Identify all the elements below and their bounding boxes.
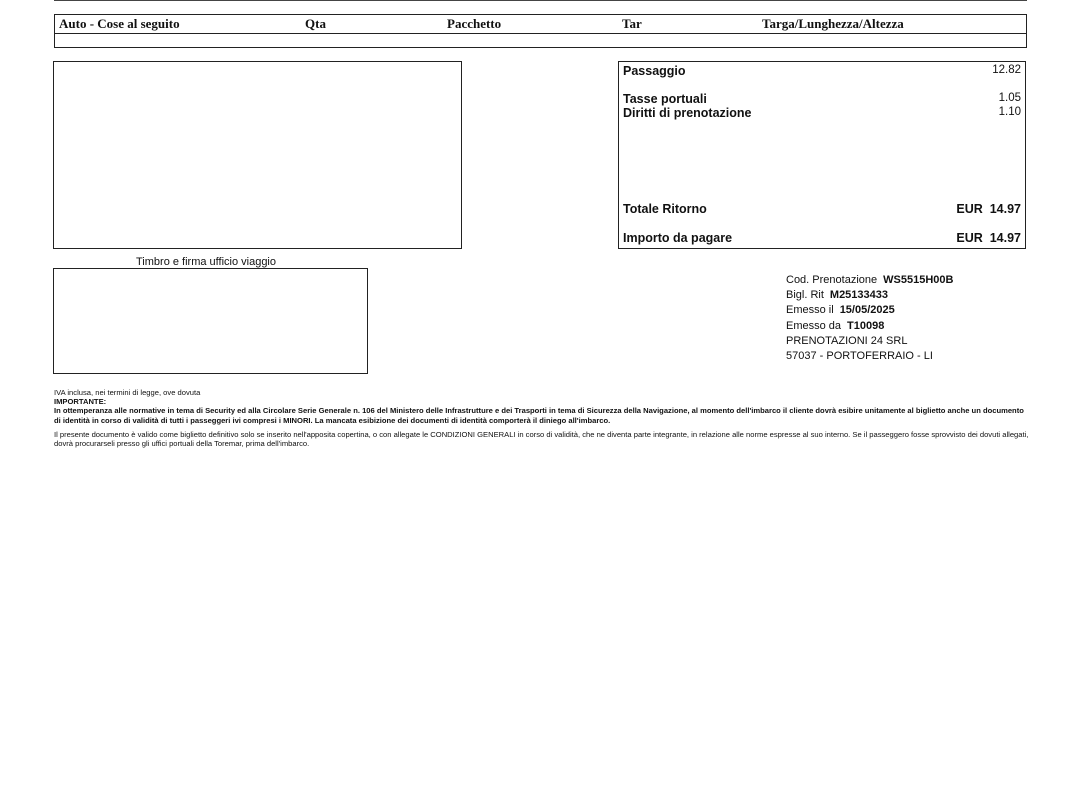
column-fare: Tar	[622, 16, 642, 31]
port-tax-row	[623, 92, 1021, 106]
booking-fee-row	[623, 106, 1021, 120]
passage-value: 12.82	[992, 64, 1021, 76]
passage-label: Passaggio	[623, 64, 686, 78]
issued-by-label: Emesso da	[786, 319, 842, 332]
agency-name: PRENOTAZIONI 24 SRL	[786, 334, 908, 347]
amount-due-row	[623, 231, 1021, 245]
stamp-label: Timbro e firma ufficio viaggio	[136, 256, 276, 268]
booking-code-value: WS5515H00B	[883, 274, 954, 286]
top-divider	[54, 0, 1027, 1]
vat-note: IVA inclusa, nei termini di legge, ove dovuta	[54, 388, 201, 397]
return-total-value: EUR 14.97	[956, 202, 1021, 216]
column-vehicle: Auto - Cose al seguito	[59, 16, 180, 31]
column-plate: Targa/Lunghezza/Altezza	[762, 16, 904, 31]
issued-date-line	[786, 303, 953, 318]
issued-by-line	[786, 319, 953, 334]
amount-due-label: Importo da pagare	[623, 231, 733, 245]
agency-address: 57037 - PORTOFERRAIO - LI	[786, 350, 933, 363]
ticket-line	[786, 288, 953, 303]
booking-code-label: Cod. Prenotazione	[786, 274, 878, 286]
issued-date-value: 15/05/2025	[839, 304, 895, 317]
column-package: Pacchetto	[447, 16, 502, 31]
stamp-box	[53, 268, 368, 374]
important-text: In ottemperanza alle normative in tema di Security ed alla Circolare Serie Generale n. 106 del Ministero delle Infrastrutture e dei Trasporti in tema di Sicurezza della Navigazione, al momento dell'imbarco il cliente dovrà esibire unitamente al biglietto anche un documento di identità in corso di validità di tutti i passeggeri ivi compresi i MINORI. La mancata esibizione dei documenti di identità comporterà il diniego all'imbarco.	[54, 406, 1024, 425]
legal-notes	[54, 388, 1029, 448]
return-total-row	[623, 202, 1021, 216]
issued-date-label: Emesso il	[786, 304, 834, 317]
booking-info	[786, 273, 953, 364]
port-tax-label: Tasse portuali	[623, 92, 707, 106]
port-tax-value: 1.05	[998, 92, 1021, 104]
booking-code-line	[786, 273, 953, 288]
booking-fee-label: Diritti di prenotazione	[623, 106, 752, 120]
booking-fee-value: 1.10	[998, 106, 1021, 118]
vehicles-table-row	[54, 33, 1027, 48]
important-heading: IMPORTANTE:	[54, 397, 107, 407]
ticket-value: M25133433	[829, 289, 889, 302]
issued-by-value: T10098	[847, 319, 885, 332]
vehicles-table-header	[54, 14, 1027, 34]
fare-summary	[618, 61, 1026, 249]
return-total-label: Totale Ritorno	[623, 202, 707, 216]
passage-row	[623, 64, 1021, 78]
blank-box	[53, 61, 462, 249]
ticket-label: Bigl. Rit	[786, 289, 824, 302]
amount-due-value: EUR 14.97	[956, 231, 1021, 245]
column-qty: Qta	[305, 16, 326, 31]
validity-note: Il presente documento è valido come biglietto definitivo solo se inserito nell'apposita copertina, o con allegate le CONDIZIONI GENERALI in corso di validità, che ne diventa parte integrante, in relazione alle norme espresse al suo interno. Se il passeggero fosse sprovvisto dei dovuti allegati, dovrà procurarseli presso gli uffici portuali della Toremar, prima dell'imbarco.	[54, 429, 1029, 449]
